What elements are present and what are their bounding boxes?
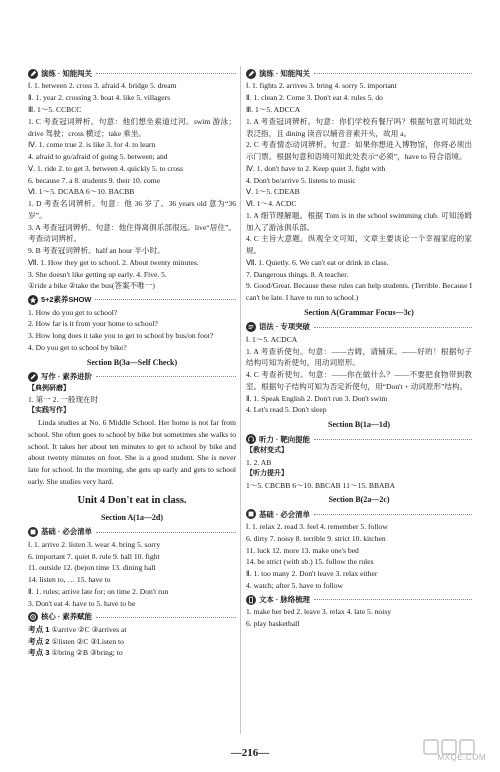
explanation: 9. Good/Great. Because these rules can help students. (Terrible. Because I can't be late. I have to run to school.) [246,281,472,303]
answer-line: Ⅲ. 1～5. ADCCA [246,105,301,114]
section-header: 写作 · 素养进阶 [28,371,236,382]
explanation: 4. C 考查祈使句。句意：——你在做什么？——不要把食物带到教室。根据句子结构可知为否定祈使句，用“Don't + 动词原形”结构。 [246,370,472,391]
section-header: 基础 · 必会清单 [28,526,236,537]
column-divider [240,66,241,734]
watermark-text: MXQE.COM [437,752,486,762]
explanation: 1. A 考查冠词辨析。句意：你们学校有餐厅吗？根据句意可知此处表泛指，且 dining 读音以辅音音素开头，故用 a。 [246,116,472,138]
section-title: Section B(2a—2c) [328,495,390,505]
answer-line: 6. dirty 7. noisy 8. terrible 9. strict 10. kitchen [246,533,386,543]
explanation: 1. C 考查冠词辨析。句意：他们想坐索道过河。swim 游泳；drive 驾驶；cross 横过；take 乘坐。 [28,116,236,138]
pencil-icon [246,69,256,79]
answer-line: 11. outside 12. (be)on time 13. dining hall [28,563,156,573]
book-icon [246,509,256,519]
headphones-icon [246,434,256,444]
answer-line: Ⅱ. 1. Speak English 2. Don't run 3. Don't swim [246,393,388,403]
explanation: 2. C 考查情态动词辨析。句意：如果你想进入博物馆，你将必须出示门票。根据句意和语境可知此处表示“必须”，have to 符合语境。 [246,140,472,162]
answer-line: Ⅲ. 1～5. CCBCC [28,105,82,114]
answer-line: Ⅳ. 1. come true 2. is like 3. for 4. to learn [28,140,156,150]
sub-tag: 【实践写作】 [28,407,70,415]
grammar-icon [246,322,256,332]
answer-line: 6. because 7. a 8. students 9. their 10. come [28,175,161,185]
answer-line: Ⅶ. 1. How they get to school. 2. About twenty minutes. [28,257,199,267]
answer-line: Ⅵ. 1～4. ACDC [246,199,297,209]
pencil-icon [28,69,38,79]
explanation: 1. A 考查祈使句。句意：——吉姆，请铺床。——好的！根据句子结构可知为祈使句，用动词原形。 [246,346,472,368]
answer-line: 6. important 7. quiet 8. rule 9. hall 10. fight [28,551,160,561]
answer-line: 1. How do you get to school? [28,307,118,317]
section-title: Section B(1a—1d) [328,420,390,430]
explanation: 1. A 细节理解题。根据 Tom is in the school swimming club. 可知汤姆加入了游泳俱乐部。 [246,210,472,232]
answer-line: 1. 第一 2. 一般现在时 [28,395,99,405]
answer-line: 4. Do you get to school by bike? [28,343,127,353]
answer-line: Ⅱ. 1. too many 2. Don't leave 3. relax either [246,569,378,579]
explanation: 9. B 考查冠词辨析。half an hour 半小时。 [28,246,165,256]
section-header: 文本 · 脉络梳理 [246,594,472,605]
section-title: Section B(3a—Self Check) [86,357,178,367]
section-header: 基础 · 必会清单 [246,509,472,520]
answer-line: Ⅰ. 1. relax 2. read 3. feel 4. remember 5. follow [246,522,388,532]
answer-line: 14. listen to, … 15. have to [28,575,111,585]
answer-line: 1～5. CBCBB 6～10. BBCAB 11～15. BBABA [246,480,396,490]
star-icon [28,295,38,305]
sub-tag: 【典例研磨】 [28,384,70,392]
section-header: 核心 · 素养赋能 [28,611,236,622]
answer-line: 14. be strict (with sb.) 15. follow the rules [246,557,374,567]
essay-text: Linda studies at No. 6 Middle School. Her home is not far from school. She often goes to school by bike but sometimes she walks to school. It takes her about ten minutes to get to school by bike and about twenty minutes on foot. She is a good student. She is never late for school. In the morning, she gets up early and gets to school early. She studies very hard. [28,418,236,486]
answer-line: Ⅱ. 1. year 2. crossing 3. boat 4. like 5. villagers [28,93,171,103]
page-number: —216— [230,747,270,759]
section-header: 语法 · 专项突破 [246,321,472,332]
answer-line: 3. How long does it take you to get to school by bus/on foot? [28,331,214,341]
answer-line: 考点 2 ①listen ②C ③Listen to [28,636,124,646]
section-title: Section A(Grammar Focus—3c) [304,308,414,318]
unit-title: Unit 4 Don't eat in class. [77,494,187,506]
answer-line: ①ride a bike ②take the bus(答案不唯一) [28,281,155,291]
answer-line: Ⅴ. 1～5. CDEAB [246,187,300,197]
section-header: 听力 · 靶向提能 [246,434,472,445]
answer-line: 1. 2. AB [246,457,272,467]
answer-line: 3. Don't eat 4. have to 5. have to be [28,598,136,608]
answer-line: 7. Dangerous things. 8. A teacher. [246,269,349,279]
answer-line: 4. Don't be/arrive 5. listens to music [246,175,356,185]
answer-line: Ⅰ. 1. fights 2. arrives 3. bring 4. sorry 5. important [246,81,397,91]
answer-line: 1. make her bed 2. leave 3. relax 4. late 5. noisy [246,607,392,617]
answer-line: Ⅰ. 1～5. ACDCA [246,334,298,344]
answer-line: Ⅳ. 1. don't have to 2. Keep quiet 3. fight with [246,163,386,173]
book-icon [28,527,38,537]
answer-line: 考点 1 ①arrive ②C ③arrives at [28,624,127,634]
answer-line: 4. afraid to go/afraid of going 5. between; and [28,152,168,162]
section-header: 5+2素养SHOW [28,294,236,305]
right-column [246,66,472,630]
answer-line: Ⅰ. 1. between 2. cross 3. afraid 4. bridge 5. dream [28,81,177,91]
answer-line: Ⅰ. 1. arrive 2. listen 3. wear 4. bring 5. sorry [28,539,161,549]
answer-line: 4. Let's read 5. Don't sleep [246,405,327,415]
section-header: 演练 · 知能闯关 [28,68,236,79]
answer-line: Ⅵ. 1～5. DCABA 6～10. BACBB [28,187,135,197]
answer-line: Ⅴ. 1. ride 2. to get 3. between 4. quickly 5. to cross [28,163,183,173]
answer-line: 11. luck 12. more 13. make one's bed [246,545,359,555]
answer-line: 6. play basketball [246,619,300,628]
left-column [28,66,236,659]
target-icon [28,612,38,622]
sub-tag: 【听力提升】 [246,469,288,477]
watermark [408,738,486,764]
explanation: 4. C 主旨大意题。纵观全文可知，文章主要谈论一个幸福家庭的家规。 [246,234,472,256]
answer-line: Ⅶ. 1. Quietly. 6. We can't eat or drink in class. [246,257,389,267]
document-icon [246,595,256,605]
answer-line: 考点 3 ①bring ②B ③bring; to [28,648,123,658]
answer-line: 3. She doesn't like getting up early. 4. Five. 5. [28,269,167,279]
pen-icon [28,372,38,382]
explanation: 1. D 考查名词辨析。句意：他 36 岁了。36 years old 意为“36 岁”。 [28,199,236,220]
answer-line: 4. watch; after 5. have to follow [246,581,343,590]
answer-line: Ⅱ. 1. rules; arrive late for; on time 2. Don't run [28,586,169,596]
section-title: Section A(1a—2d) [101,512,163,522]
sub-tag: 【教材变式】 [246,447,288,455]
section-header: 演练 · 知能闯关 [246,68,472,79]
answer-line: Ⅱ. 1. clean 2. Come 3. Don't eat 4. rules 5. do [246,93,383,103]
explanation: 3. A 考查冠词辨析。句意：他住得离俱乐部很远。live“居住”。考查动词辨析。 [28,222,236,244]
answer-line: 2. How far is it from your home to school? [28,319,158,329]
